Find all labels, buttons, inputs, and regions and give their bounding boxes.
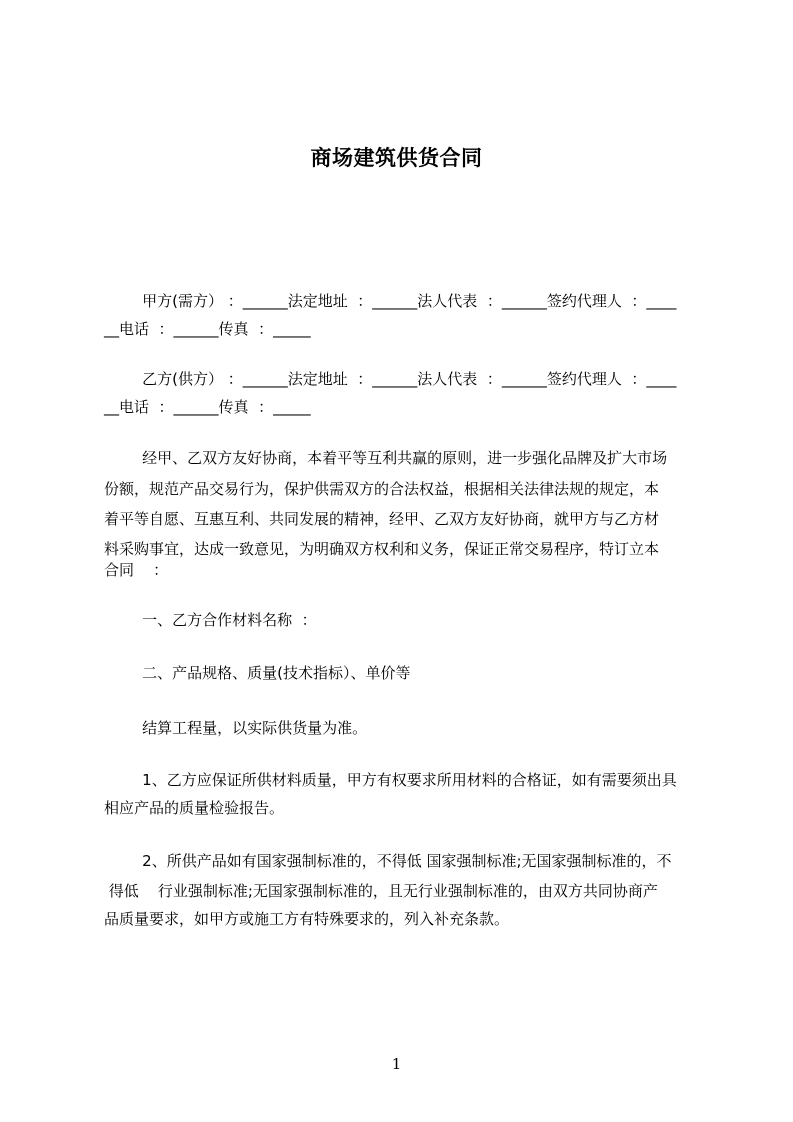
page-number: 1 [391, 1055, 402, 1073]
section-1-heading: 一、乙方合作材料名称 ： [104, 611, 317, 629]
preamble-line: 着平等自愿、互惠互利、共同发展的精神，经甲、乙双方友好协商，就甲方与乙方材 [104, 510, 660, 528]
clause-1-line: 1、乙方应保证所供材料质量，甲方有权要求所用材料的合格证，如有需要须出具 [104, 771, 677, 789]
document-title: 商场建筑供货合同 [310, 146, 483, 170]
settlement-note: 结算工程量，以实际供货量为准。 [104, 719, 368, 737]
preamble-line: 料采购事宜，达成一致意见，为明确双方权利和义务，保证正常交易程序，特订立本 [104, 540, 660, 558]
clause-1-line: 相应产品的质量检验报告。 [104, 799, 285, 817]
preamble-line: 份额，规范产品交易行为，保护供需双方的合法权益，根据相关法律法规的规定，本 [104, 480, 660, 498]
section-2-heading: 二、产品规格、质量(技术指标）、单价等 [104, 664, 411, 682]
party-a-line-2: __电话 ：______传真 ：_____ [104, 320, 311, 338]
clause-2-line: 2、所供产品如有国家强制标准的，不得低 国家强制标准;无国家强制标准的，不 [104, 852, 672, 870]
party-b-line-1: 乙方(供方） ：______法定地址 ：______法人代表 ：______签约代理人 ：____ [104, 370, 677, 388]
clause-2-line: 得低 行业强制标准;无国家强制标准的，且无行业强制标准的，由双方共同协商产 [104, 882, 658, 900]
party-a-line-1: 甲方(需方） ：______法定地址 ：______法人代表 ：______签约代理人 ：____ [104, 292, 677, 310]
preamble-line: 经甲、乙双方友好协商，本着平等互利共赢的原则，进一步强化品牌及扩大市场 [104, 449, 668, 467]
clause-2-line: 品质量要求，如甲方或施工方有特殊要求的，列入补充条款。 [104, 910, 510, 928]
party-b-line-2: __电话 ：______传真 ：_____ [104, 398, 311, 416]
preamble-line: 合同 ： [104, 561, 169, 579]
